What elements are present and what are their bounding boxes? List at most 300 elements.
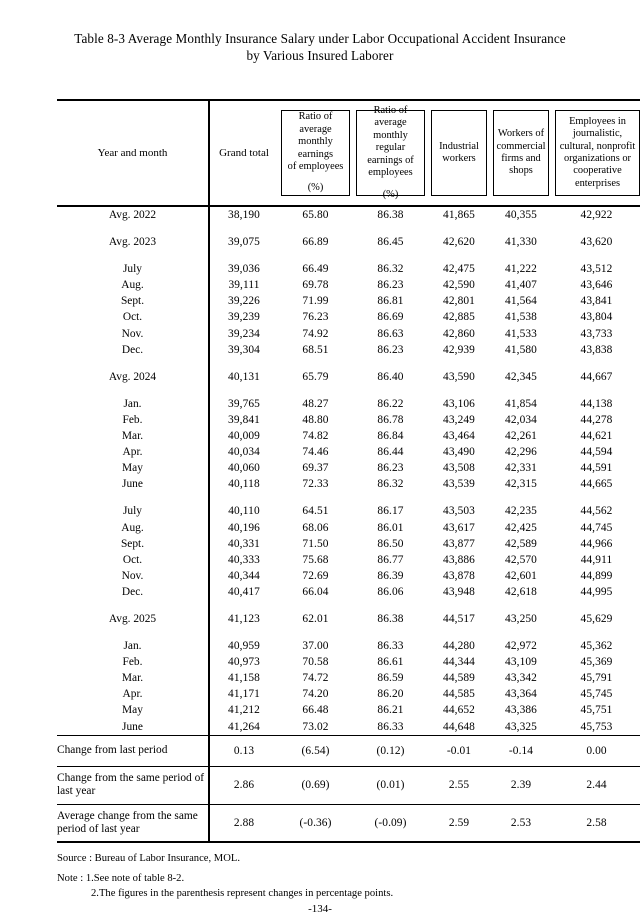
- row-label: July: [57, 503, 209, 519]
- table-cell-journalistic_cultural: 44,594: [580, 446, 613, 459]
- spacer-cell: [353, 250, 428, 261]
- summary-cell-grand_total: 0.13: [209, 735, 278, 766]
- spacer-cell: [490, 223, 552, 234]
- row-label: Oct.: [57, 552, 209, 568]
- table-cell-journalistic_cultural: 43,512: [580, 263, 613, 276]
- table-cell-commercial_workers: 42,296: [505, 446, 537, 459]
- note-line-1: Note : 1.See note of table 8-2.: [57, 873, 185, 884]
- spacer-cell: [209, 627, 278, 638]
- table-cell-commercial_workers: 42,589: [505, 537, 537, 550]
- table-cell-journalistic_cultural: 45,791: [580, 672, 613, 685]
- table-cell-ratio_avg_monthly_regular_earnings: 86.45: [377, 236, 404, 249]
- note-line-2: 2.The figures in the parenthesis represent changes in percentage points.: [91, 888, 394, 899]
- spacer-cell: [353, 385, 428, 396]
- table-cell-grand_total: 39,226: [228, 295, 260, 308]
- hdr-journ-line2: journalistic,: [572, 128, 623, 140]
- hdr-ratio-avg-line2: monthly: [298, 136, 333, 148]
- hdr-commercial-line2: commercial: [496, 140, 546, 152]
- hdr-ratio-avg-line3: earnings: [297, 148, 334, 160]
- table-row: [57, 536, 640, 552]
- table-cell-industrial_workers: 44,585: [443, 688, 475, 701]
- spacer-cell: [552, 223, 640, 234]
- table-cell-commercial_workers: 43,342: [505, 672, 537, 685]
- column-header-ratio-regular-box: [356, 105, 425, 200]
- table-row: [57, 309, 640, 325]
- column-header-industrial-box: [431, 110, 487, 196]
- spacer-cell: [209, 250, 278, 261]
- table-cell-grand_total: 41,212: [228, 704, 260, 717]
- hdr-commercial-line4: shops: [509, 165, 533, 177]
- summary-cell-commercial_workers: -0.14: [490, 735, 552, 766]
- table-cell-ratio_avg_monthly_regular_earnings: 86.23: [377, 279, 404, 292]
- table-cell-ratio_avg_monthly_earnings: 72.33: [302, 478, 329, 491]
- table-summary-row: [57, 804, 640, 842]
- table-cell-ratio_avg_monthly_regular_earnings: 86.61: [377, 656, 404, 669]
- table-cell-journalistic_cultural: 43,646: [580, 279, 613, 292]
- summary-cell-grand_total: 2.86: [209, 766, 278, 804]
- table-cell-ratio_avg_monthly_regular_earnings: 86.23: [377, 462, 404, 475]
- spacer-cell: [428, 250, 490, 261]
- table-row: [57, 670, 640, 686]
- table-cell-journalistic_cultural: 44,745: [580, 521, 613, 534]
- summary-cell-journalistic_cultural: 0.00: [552, 735, 640, 766]
- summary-cell-grand_total: 2.88: [209, 804, 278, 842]
- spacer-cell: [57, 627, 209, 638]
- spacer-cell: [490, 627, 552, 638]
- table-row-spacer: [57, 250, 640, 261]
- column-header-commercial-workers: [490, 100, 552, 206]
- table-body: [57, 206, 640, 735]
- table-row-spacer: [57, 600, 640, 611]
- row-label: Avg. 2025: [57, 611, 209, 627]
- summary-row-label-line2: period of last year: [57, 822, 140, 835]
- table-cell-commercial_workers: 41,222: [505, 263, 537, 276]
- row-label: May: [57, 460, 209, 476]
- column-header-ratio-avg-regular-earnings: [353, 100, 428, 206]
- summary-cell-ratio_avg_monthly_regular_earnings: (0.01): [353, 766, 428, 804]
- table-row: [57, 584, 640, 600]
- summary-row-label-line2: last year: [57, 785, 96, 798]
- row-label: June: [57, 719, 209, 736]
- summary-cell-industrial_workers: 2.59: [428, 804, 490, 842]
- table-cell-commercial_workers: 41,580: [505, 343, 537, 356]
- table-row: [57, 552, 640, 568]
- table-cell-grand_total: 39,111: [228, 279, 260, 292]
- spacer-cell: [490, 600, 552, 611]
- table-cell-ratio_avg_monthly_regular_earnings: 86.20: [377, 688, 404, 701]
- table-cell-ratio_avg_monthly_earnings: 66.89: [302, 236, 329, 249]
- table-cell-grand_total: 40,333: [228, 553, 260, 566]
- spacer-cell: [353, 600, 428, 611]
- table-cell-industrial_workers: 43,877: [443, 537, 475, 550]
- spacer-cell: [278, 250, 353, 261]
- table-cell-ratio_avg_monthly_regular_earnings: 86.40: [377, 370, 404, 383]
- table-cell-ratio_avg_monthly_regular_earnings: 86.44: [377, 446, 404, 459]
- table-cell-journalistic_cultural: 44,591: [580, 462, 613, 475]
- table-cell-ratio_avg_monthly_regular_earnings: 86.78: [377, 413, 404, 426]
- table-cell-grand_total: 39,239: [228, 311, 260, 324]
- hdr-ratio-avg-unit: (%): [307, 182, 324, 194]
- table-cell-journalistic_cultural: 44,665: [580, 478, 613, 491]
- spacer-cell: [552, 250, 640, 261]
- table-row-spacer: [57, 223, 640, 234]
- spacer-cell: [278, 492, 353, 503]
- table-cell-ratio_avg_monthly_earnings: 65.80: [302, 209, 329, 221]
- table-cell-grand_total: 39,234: [228, 327, 260, 340]
- spacer-cell: [490, 385, 552, 396]
- summary-cell-ratio_avg_monthly_earnings: (6.54): [278, 735, 353, 766]
- table-cell-commercial_workers: 42,261: [505, 430, 537, 443]
- table-cell-grand_total: 40,973: [228, 656, 260, 669]
- row-label: Nov.: [57, 326, 209, 342]
- table-cell-industrial_workers: 42,801: [443, 295, 475, 308]
- table-cell-grand_total: 40,009: [228, 430, 260, 443]
- table-cell-ratio_avg_monthly_earnings: 68.51: [302, 343, 329, 356]
- table-cell-ratio_avg_monthly_earnings: 66.04: [302, 585, 329, 598]
- spacer-cell: [209, 358, 278, 369]
- table-cell-grand_total: 41,123: [228, 612, 260, 625]
- table-cell-ratio_avg_monthly_earnings: 75.68: [302, 553, 329, 566]
- row-label: Aug.: [57, 277, 209, 293]
- summary-cell-ratio_avg_monthly_regular_earnings: (0.12): [353, 735, 428, 766]
- spacer-cell: [552, 627, 640, 638]
- table-row: [57, 428, 640, 444]
- spacer-cell: [552, 358, 640, 369]
- table-cell-journalistic_cultural: 44,899: [580, 569, 613, 582]
- table-cell-journalistic_cultural: 43,620: [580, 236, 613, 249]
- table-cell-grand_total: 40,131: [228, 370, 260, 383]
- table-cell-ratio_avg_monthly_earnings: 68.06: [302, 521, 329, 534]
- table-cell-ratio_avg_monthly_regular_earnings: 86.32: [377, 478, 404, 491]
- row-label: Apr.: [57, 686, 209, 702]
- summary-cell-commercial_workers: 2.39: [490, 766, 552, 804]
- table-cell-journalistic_cultural: 44,911: [580, 553, 613, 566]
- row-label: Oct.: [57, 309, 209, 325]
- hdr-journ-line5: cooperative: [573, 165, 622, 177]
- table-cell-ratio_avg_monthly_regular_earnings: 86.59: [377, 672, 404, 685]
- summary-cell-commercial_workers: 2.53: [490, 804, 552, 842]
- table-cell-ratio_avg_monthly_earnings: 66.49: [302, 263, 329, 276]
- table-cell-commercial_workers: 42,425: [505, 521, 537, 534]
- table-cell-commercial_workers: 42,315: [505, 478, 537, 491]
- table-cell-ratio_avg_monthly_regular_earnings: 86.33: [377, 640, 404, 653]
- table-row: [57, 476, 640, 492]
- table-cell-commercial_workers: 41,854: [505, 397, 537, 410]
- table-cell-ratio_avg_monthly_regular_earnings: 86.39: [377, 569, 404, 582]
- hdr-journ-line4: organizations or: [563, 153, 632, 164]
- spacer-cell: [57, 358, 209, 369]
- spacer-cell: [428, 600, 490, 611]
- table-cell-ratio_avg_monthly_earnings: 48.27: [302, 397, 329, 410]
- table-cell-grand_total: 39,075: [228, 236, 260, 249]
- table-cell-industrial_workers: 42,590: [443, 279, 475, 292]
- row-label: Feb.: [57, 412, 209, 428]
- table-cell-grand_total: 39,765: [228, 397, 260, 410]
- table-row: [57, 719, 640, 736]
- table-cell-ratio_avg_monthly_earnings: 62.01: [302, 612, 329, 625]
- summary-cell-ratio_avg_monthly_earnings: (-0.36): [278, 804, 353, 842]
- table-cell-journalistic_cultural: 45,629: [580, 612, 613, 625]
- table-cell-commercial_workers: 43,109: [505, 656, 537, 669]
- row-label: July: [57, 261, 209, 277]
- spacer-cell: [490, 250, 552, 261]
- summary-cell-ratio_avg_monthly_earnings: (0.69): [278, 766, 353, 804]
- table-row: [57, 520, 640, 536]
- table-header: [57, 100, 640, 206]
- spacer-cell: [552, 600, 640, 611]
- summary-cell-industrial_workers: -0.01: [428, 735, 490, 766]
- table-cell-ratio_avg_monthly_regular_earnings: 86.77: [377, 553, 404, 566]
- table-cell-ratio_avg_monthly_regular_earnings: 86.84: [377, 430, 404, 443]
- table-cell-grand_total: 40,196: [228, 521, 260, 534]
- table-cell-grand_total: 39,036: [228, 263, 260, 276]
- table-cell-commercial_workers: 41,330: [505, 236, 537, 249]
- spacer-cell: [57, 600, 209, 611]
- table-cell-commercial_workers: 43,386: [505, 704, 537, 717]
- table-cell-industrial_workers: 44,280: [443, 640, 475, 653]
- source-note: Source : Bureau of Labor Insurance, MOL.: [57, 853, 240, 864]
- table-cell-commercial_workers: 43,364: [505, 688, 537, 701]
- table-cell-grand_total: 40,417: [228, 585, 260, 598]
- table-cell-ratio_avg_monthly_regular_earnings: 86.81: [377, 295, 404, 308]
- table-cell-ratio_avg_monthly_earnings: 76.23: [302, 311, 329, 324]
- row-label: Aug.: [57, 520, 209, 536]
- column-header-year-and-month: [57, 100, 209, 206]
- table-cell-industrial_workers: 43,590: [443, 370, 475, 383]
- table-cell-journalistic_cultural: 45,753: [580, 720, 613, 733]
- table-cell-commercial_workers: 42,034: [505, 413, 537, 426]
- column-header-commercial-box: [493, 110, 549, 196]
- table-cell-ratio_avg_monthly_earnings: 74.20: [302, 688, 329, 701]
- table-cell-ratio_avg_monthly_regular_earnings: 86.38: [377, 209, 404, 221]
- hdr-ratio-reg-line3: earnings of: [367, 154, 414, 166]
- statistics-table: [57, 99, 640, 843]
- summary-cell-journalistic_cultural: 2.44: [552, 766, 640, 804]
- table-cell-grand_total: 40,118: [228, 478, 260, 491]
- table-cell-industrial_workers: 44,589: [443, 672, 475, 685]
- table-row: [57, 277, 640, 293]
- table-row: [57, 503, 640, 519]
- table-cell-ratio_avg_monthly_earnings: 69.78: [302, 279, 329, 292]
- table-cell-ratio_avg_monthly_earnings: 70.58: [302, 656, 329, 669]
- hdr-ratio-reg-unit: (%): [382, 188, 399, 200]
- table-cell-commercial_workers: 42,235: [505, 505, 537, 518]
- summary-cell-industrial_workers: 2.55: [428, 766, 490, 804]
- row-label: May: [57, 702, 209, 718]
- table-cell-commercial_workers: 42,345: [505, 370, 537, 383]
- hdr-ratio-avg-line4: of employees: [287, 160, 344, 172]
- row-label: Avg. 2024: [57, 369, 209, 385]
- row-label: June: [57, 476, 209, 492]
- table-cell-industrial_workers: 44,344: [443, 656, 475, 669]
- table-cell-journalistic_cultural: 44,621: [580, 430, 613, 443]
- spacer-cell: [353, 223, 428, 234]
- table-cell-ratio_avg_monthly_regular_earnings: 86.50: [377, 537, 404, 550]
- row-label: Sept.: [57, 293, 209, 309]
- table-row: [57, 326, 640, 342]
- row-label: Mar.: [57, 428, 209, 444]
- spacer-cell: [57, 492, 209, 503]
- table-cell-ratio_avg_monthly_earnings: 74.72: [302, 672, 329, 685]
- table-cell-grand_total: 41,171: [228, 688, 260, 701]
- table-cell-journalistic_cultural: 45,369: [580, 656, 613, 669]
- spacer-cell: [57, 385, 209, 396]
- hdr-ratio-avg-line1: Ratio of average: [298, 111, 333, 135]
- table-cell-grand_total: 38,190: [228, 209, 260, 221]
- table-cell-grand_total: 40,959: [228, 640, 260, 653]
- hdr-journ-line1: Employees in: [569, 115, 626, 127]
- table-cell-journalistic_cultural: 44,995: [580, 585, 613, 598]
- spacer-cell: [57, 250, 209, 261]
- table-cell-journalistic_cultural: 45,751: [580, 704, 613, 717]
- table-cell-ratio_avg_monthly_earnings: 37.00: [302, 640, 329, 653]
- column-header-year-and-month-label: Year and month: [97, 146, 168, 159]
- table-summary-row: [57, 735, 640, 766]
- row-label: Dec.: [57, 342, 209, 358]
- table-cell-journalistic_cultural: 42,922: [580, 209, 613, 221]
- title-line-1: Table 8-3 Average Monthly Insurance Salary under Labor Occupational Accident Insurance: [74, 31, 566, 46]
- table-cell-grand_total: 41,158: [228, 672, 260, 685]
- spacer-cell: [209, 600, 278, 611]
- table-cell-industrial_workers: 43,886: [443, 553, 475, 566]
- table-cell-ratio_avg_monthly_earnings: 71.50: [302, 537, 329, 550]
- table-cell-industrial_workers: 43,249: [443, 413, 475, 426]
- spacer-cell: [278, 385, 353, 396]
- table-cell-journalistic_cultural: 45,745: [580, 688, 613, 701]
- row-label: Apr.: [57, 444, 209, 460]
- table-cell-commercial_workers: 41,564: [505, 295, 537, 308]
- table-cell-journalistic_cultural: 43,733: [580, 327, 613, 340]
- table-row: [57, 611, 640, 627]
- table-cell-industrial_workers: 44,652: [443, 704, 475, 717]
- table-row-spacer: [57, 385, 640, 396]
- table-cell-ratio_avg_monthly_regular_earnings: 86.38: [377, 612, 404, 625]
- row-label: Avg. 2022: [57, 206, 209, 223]
- table-cell-commercial_workers: 41,407: [505, 279, 537, 292]
- table-cell-journalistic_cultural: 44,966: [580, 537, 613, 550]
- table-cell-commercial_workers: 42,570: [505, 553, 537, 566]
- table-cell-journalistic_cultural: 43,804: [580, 311, 613, 324]
- row-label: Sept.: [57, 536, 209, 552]
- spacer-cell: [353, 492, 428, 503]
- table-cell-ratio_avg_monthly_regular_earnings: 86.06: [377, 585, 404, 598]
- table-cell-grand_total: 40,060: [228, 462, 260, 475]
- table-cell-commercial_workers: 42,618: [505, 585, 537, 598]
- table-cell-ratio_avg_monthly_earnings: 66.48: [302, 704, 329, 717]
- table-cell-ratio_avg_monthly_earnings: 64.51: [302, 505, 329, 518]
- table-summary-row: [57, 766, 640, 804]
- table-cell-industrial_workers: 43,503: [443, 505, 475, 518]
- table-cell-ratio_avg_monthly_earnings: 74.92: [302, 327, 329, 340]
- table-cell-ratio_avg_monthly_earnings: 73.02: [302, 720, 329, 733]
- spacer-cell: [353, 358, 428, 369]
- summary-cell-ratio_avg_monthly_regular_earnings: (-0.09): [353, 804, 428, 842]
- table-cell-grand_total: 40,110: [228, 505, 260, 518]
- table-cell-commercial_workers: 42,972: [505, 640, 537, 653]
- page-number: -134-: [308, 903, 332, 915]
- table-cell-industrial_workers: 42,620: [443, 236, 475, 249]
- table-cell-industrial_workers: 43,106: [443, 397, 475, 410]
- summary-row-label: Change from the same period of last year: [57, 766, 209, 804]
- hdr-commercial-line3: firms and: [501, 153, 541, 164]
- row-label: Dec.: [57, 584, 209, 600]
- table-cell-ratio_avg_monthly_regular_earnings: 86.01: [377, 521, 404, 534]
- hdr-journ-line3: cultural, nonprofit: [559, 140, 636, 152]
- table-cell-industrial_workers: 44,648: [443, 720, 475, 733]
- page-title: [0, 0, 640, 64]
- table-cell-journalistic_cultural: 45,362: [580, 640, 613, 653]
- spacer-cell: [428, 385, 490, 396]
- hdr-ratio-reg-line1: Ratio of average: [373, 105, 408, 129]
- column-header-industrial-workers: [428, 100, 490, 206]
- table-cell-industrial_workers: 44,517: [443, 612, 475, 625]
- table-cell-ratio_avg_monthly_earnings: 74.46: [302, 446, 329, 459]
- spacer-cell: [353, 627, 428, 638]
- column-header-journalistic-cultural: [552, 100, 640, 206]
- table-cell-grand_total: 40,344: [228, 569, 260, 582]
- table-cell-ratio_avg_monthly_regular_earnings: 86.22: [377, 397, 404, 410]
- spacer-cell: [57, 223, 209, 234]
- spacer-cell: [278, 627, 353, 638]
- spacer-cell: [278, 358, 353, 369]
- hdr-commercial-line1: Workers of: [497, 128, 545, 140]
- summary-row-label: Average change from the same period of last year: [57, 804, 209, 842]
- table-cell-ratio_avg_monthly_earnings: 74.82: [302, 430, 329, 443]
- table-cell-grand_total: 39,304: [228, 343, 260, 356]
- table-cell-ratio_avg_monthly_regular_earnings: 86.33: [377, 720, 404, 733]
- table-cell-industrial_workers: 42,885: [443, 311, 475, 324]
- hdr-journ-line6: enterprises: [574, 177, 620, 189]
- hdr-industrial-line2: workers: [442, 153, 476, 164]
- table-row: [57, 293, 640, 309]
- table-cell-industrial_workers: 43,948: [443, 585, 475, 598]
- table-cell-ratio_avg_monthly_earnings: 72.69: [302, 569, 329, 582]
- table-cell-commercial_workers: 41,533: [505, 327, 537, 340]
- table-cell-industrial_workers: 43,490: [443, 446, 475, 459]
- table-row: [57, 206, 640, 223]
- spacer-cell: [278, 600, 353, 611]
- spacer-cell: [428, 223, 490, 234]
- table-cell-industrial_workers: 43,617: [443, 521, 475, 534]
- table-row: [57, 234, 640, 250]
- row-label: Jan.: [57, 396, 209, 412]
- table-cell-ratio_avg_monthly_earnings: 48.80: [302, 413, 329, 426]
- table-cell-journalistic_cultural: 44,667: [580, 370, 613, 383]
- title-line-2: by Various Insured Laborer: [246, 48, 394, 63]
- spacer-cell: [209, 492, 278, 503]
- table-cell-journalistic_cultural: 44,138: [580, 397, 613, 410]
- hdr-ratio-reg-line2: monthly regular: [373, 129, 408, 154]
- table-cell-ratio_avg_monthly_regular_earnings: 86.63: [377, 327, 404, 340]
- table-cell-commercial_workers: 41,538: [505, 311, 537, 324]
- table-cell-ratio_avg_monthly_regular_earnings: 86.69: [377, 311, 404, 324]
- table-cell-ratio_avg_monthly_regular_earnings: 86.17: [377, 505, 404, 518]
- table-cell-grand_total: 39,841: [228, 413, 260, 426]
- column-header-ratio-avg-monthly-earnings: [278, 100, 353, 206]
- table-row: [57, 444, 640, 460]
- row-label: Jan.: [57, 638, 209, 654]
- table-cell-industrial_workers: 42,860: [443, 327, 475, 340]
- spacer-cell: [490, 492, 552, 503]
- table-row: [57, 568, 640, 584]
- table-cell-commercial_workers: 42,331: [505, 462, 537, 475]
- table-cell-journalistic_cultural: 44,562: [580, 505, 613, 518]
- table-row: [57, 686, 640, 702]
- table-row-spacer: [57, 358, 640, 369]
- spacer-cell: [428, 492, 490, 503]
- table-row: [57, 702, 640, 718]
- spacer-cell: [552, 492, 640, 503]
